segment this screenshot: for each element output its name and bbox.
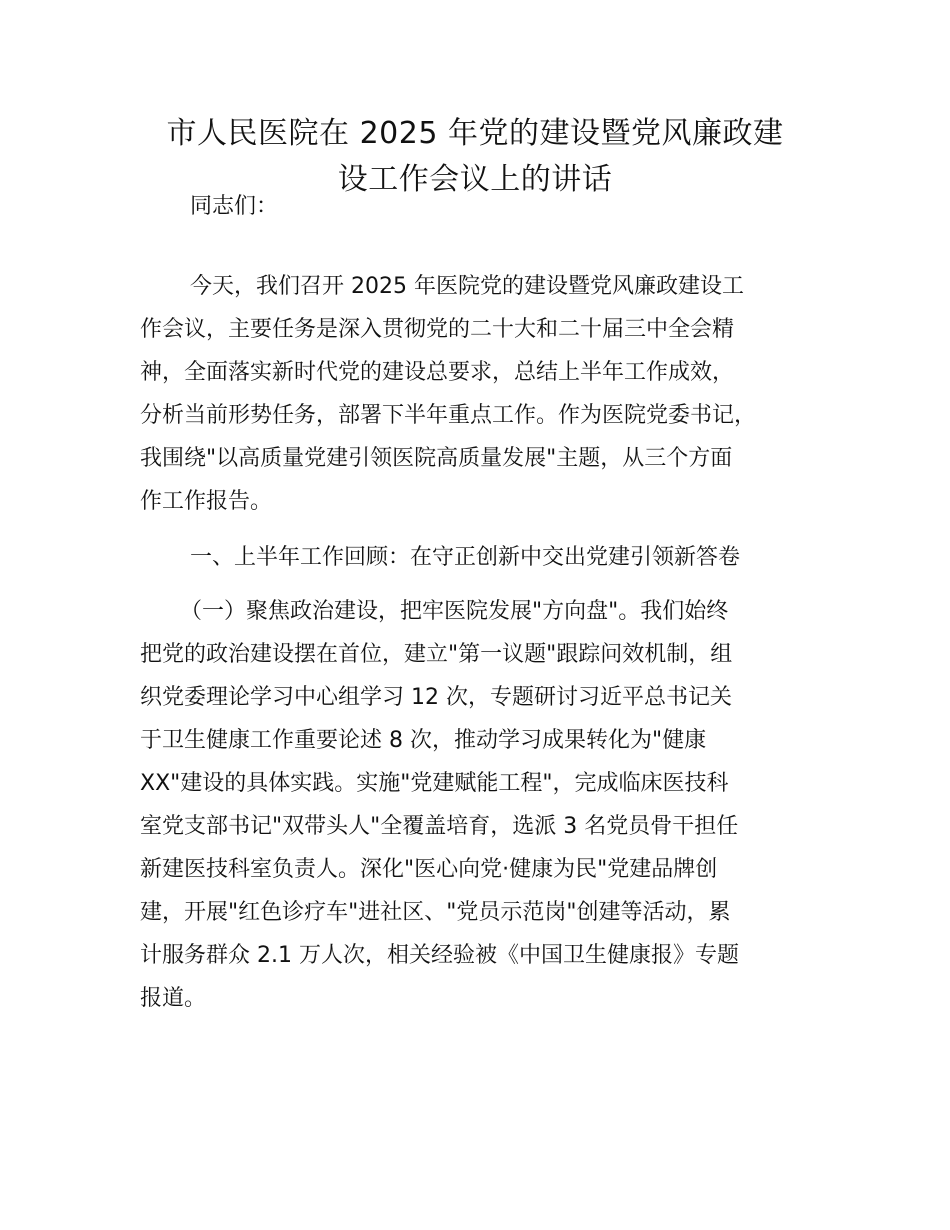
paragraph-1-line-4: 分析当前形势任务，部署下半年重点工作。作为医院党委书记， <box>140 403 757 428</box>
paragraph-2-line-3: 织党委理论学习中心组学习 12 次，专题研讨习近平总书记关 <box>140 685 732 710</box>
document-title-line-2: 设工作会议上的讲话 <box>337 162 613 197</box>
paragraph-1-line-6: 作工作报告。 <box>140 489 273 514</box>
paragraph-1-line-3: 神，全面落实新时代党的建设总要求，总结上半年工作成效， <box>140 360 735 385</box>
paragraph-2-line-6: 室党支部书记"双带头人"全覆盖培育，选派 3 名党员骨干担任 <box>140 814 739 839</box>
section-1-heading: 一、上半年工作回顾：在守正创新中交出党建引领新答卷 <box>190 545 741 570</box>
paragraph-1-line-2: 作会议，主要任务是深入贯彻党的二十大和二十届三中全会精 <box>140 317 735 342</box>
paragraph-2-line-8: 建，开展"红色诊疗车"进社区、"党员示范岗"创建等活动，累 <box>140 900 731 925</box>
paragraph-1-line-5: 我围绕"以高质量党建引领医院高质量发展"主题，从三个方面 <box>140 446 733 471</box>
paragraph-2-line-5: XX"建设的具体实践。实施"党建赋能工程"，完成临床医技科 <box>140 771 729 796</box>
paragraph-2-line-2: 把党的政治建设摆在首位，建立"第一议题"跟踪问效机制，组 <box>140 642 733 667</box>
document-title-line-1: 市人民医院在 2025 年党的建设暨党风廉政建 <box>166 116 784 151</box>
paragraph-2-line-10: 报道。 <box>140 986 207 1011</box>
paragraph-2-line-7: 新建医技科室负责人。深化"医心向党·健康为民"党建品牌创 <box>140 857 718 882</box>
paragraph-1-line-1: 今天，我们召开 2025 年医院党的建设暨党风廉政建设工 <box>190 274 744 299</box>
paragraph-2-line-9: 计服务群众 2.1 万人次，相关经验被《中国卫生健康报》专题 <box>140 943 739 968</box>
paragraph-2-line-1: （一）聚焦政治建设，把牢医院发展"方向盘"。我们始终 <box>180 599 729 624</box>
paragraph-2-line-4: 于卫生健康工作重要论述 8 次，推动学习成果转化为"健康 <box>140 728 707 753</box>
greeting: 同志们： <box>190 194 279 219</box>
